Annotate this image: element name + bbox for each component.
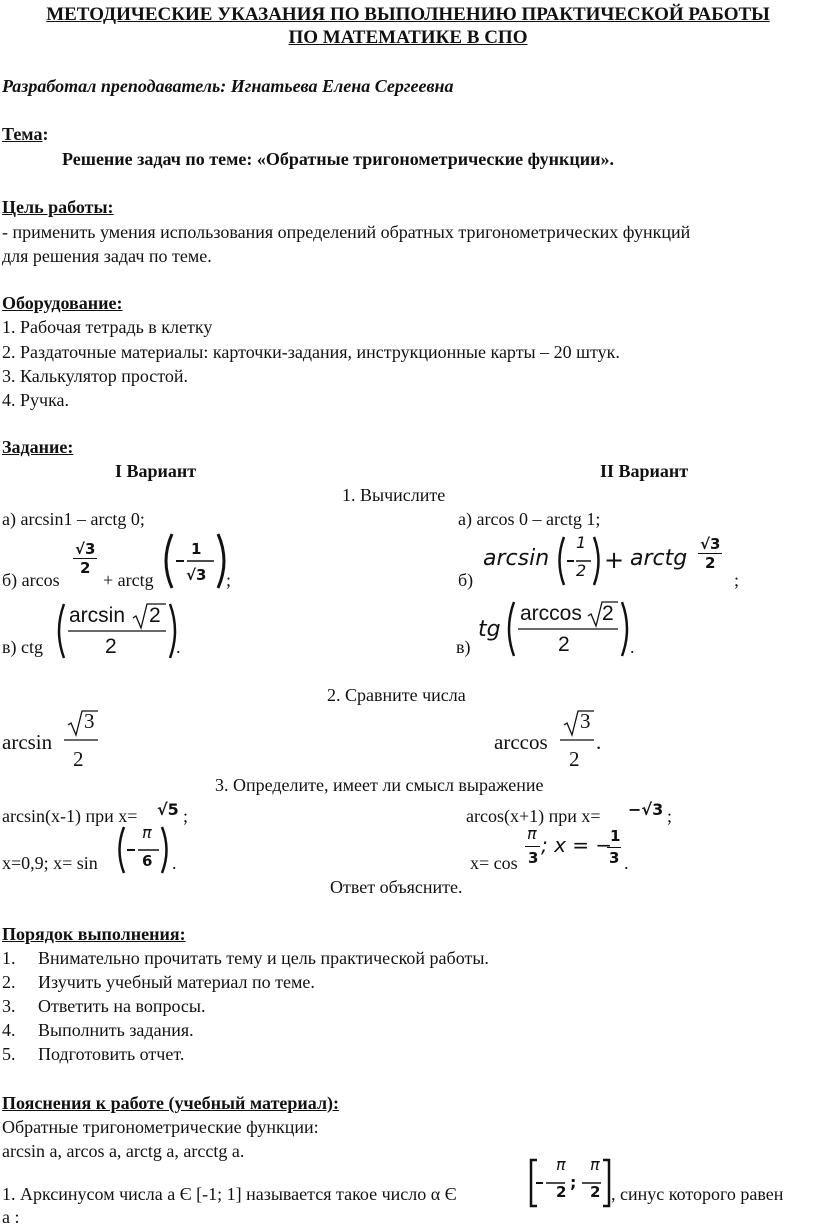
procedure-step: 2. Изучить учебный материал по теме. (2, 972, 315, 992)
q1a-right: а) arcos 0 – arctg 1; (458, 509, 601, 529)
explanation-line3-suffix: , синус которого равен (611, 1184, 784, 1204)
q1b-right-two: 2 (576, 561, 587, 580)
interval-semicolon: ; (570, 1173, 577, 1192)
q1a-left: а) arcsin1 – arctg 0; (2, 509, 145, 529)
q3-left1-end: ; (183, 806, 189, 826)
q3-right2-pi: π (527, 824, 537, 843)
q1v-right-two-top: 2 (602, 602, 614, 625)
q1b-right-arctg: arctg (630, 546, 688, 571)
equipment-item: 4. Ручка. (2, 390, 70, 410)
q3-left2-pi: π (142, 823, 152, 842)
q3-left1: arcsin(x-1) при x= (2, 806, 138, 826)
q2-left-fn: arcsin (2, 730, 53, 754)
q3-right2-xeq: ; x = − (541, 833, 613, 857)
interval-two-right: 2 (590, 1183, 601, 1201)
procedure-label: Порядок выполнения: (2, 924, 186, 944)
topic-text: Решение задач по теме: «Обратные тригонометрические функции». (62, 149, 615, 169)
q3-right2-three2: 3 (609, 849, 620, 867)
q1v-left-arcsin: arcsin (69, 604, 126, 627)
q3-left2-end: . (172, 853, 177, 873)
q2-right-two: 2 (569, 747, 580, 771)
equipment-item: 3. Калькулятор простой. (2, 366, 189, 386)
interval-two-left: 2 (556, 1183, 567, 1201)
task-label: Задание: (2, 437, 74, 457)
explanation-line2: arcsin a, arcos a, arctg a, arcctg a. (2, 1141, 245, 1161)
q3-left1-sqrt5: √5 (157, 800, 179, 819)
q1v-left-two-top: 2 (149, 604, 161, 627)
q2-left-two: 2 (73, 747, 84, 771)
q3-right1-val: −√3 (628, 800, 664, 819)
q2-right-fn: arccos (494, 730, 548, 754)
q3-right2-end: . (624, 853, 629, 873)
topic-label: Тема: (2, 124, 49, 144)
q3-right2-fracbar2 (607, 847, 621, 848)
q1v-left-prefix: в) ctg (2, 637, 43, 657)
doc-title-line1: МЕТОДИЧЕСКИЕ УКАЗАНИЯ ПО ВЫПОЛНЕНИЮ ПРАКТИЧЕСКОЙ РАБОТЫ (46, 4, 770, 25)
q3-right2-fracbar (525, 846, 540, 847)
q1b-right-prefix: б) (458, 570, 474, 590)
q1b-right-plus: + (604, 546, 625, 574)
q2-left-three: 3 (84, 709, 95, 733)
q1v-left-end: . (176, 637, 181, 657)
q1b-right-one: 1 (576, 533, 587, 552)
q3-right1-end: ; (667, 806, 673, 826)
q2-right-three: 3 (580, 709, 591, 733)
q1v-right-tg: tg (478, 617, 501, 642)
q2-right-end: . (596, 730, 602, 754)
q1-title: 1. Вычислите (342, 485, 446, 505)
author-line: Разработал преподаватель: Игнатьева Елена Сергеевна (2, 76, 454, 96)
explanation-label: Пояснения к работе (учебный материал): (2, 1093, 340, 1113)
q3-left2-six: 6 (142, 852, 153, 870)
procedure-step: 1. Внимательно прочитать тему и цель практической работы. (2, 948, 489, 968)
q1b-left-mid: + arctg (103, 570, 154, 590)
q1b-right-end: ; (734, 570, 740, 590)
procedure-step: 3. Ответить на вопросы. (2, 996, 206, 1016)
q3-left2: x=0,9; x= sin (2, 853, 98, 873)
q1v-left-two-bot: 2 (105, 635, 117, 658)
q1b-left-prefix: б) arcos (2, 570, 60, 590)
goal-line1: - применить умения использования определений обратных тригонометрических функций (2, 222, 691, 242)
q3-right2: x= cos (470, 853, 518, 873)
procedure-step: 5. Подготовить отчет. (2, 1044, 185, 1064)
variant2-label: II Вариант (600, 461, 689, 481)
q1v-right-end: . (630, 637, 635, 657)
goal-line2: для решения задач по теме. (2, 246, 212, 266)
q1v-right-arccos: arccos (520, 602, 582, 625)
q3-right1: arcos(x+1) при x= (466, 806, 601, 826)
explanation-line1: Обратные тригонометрические функции: (2, 1117, 319, 1137)
q1b-left-sqrt3: √3 (186, 566, 207, 584)
q1b-left-end: ; (226, 570, 232, 590)
interval-pi-right: π (590, 1155, 600, 1174)
equipment-item: 1. Рабочая тетрадь в клетку (2, 317, 213, 337)
q1b-left-one: 1 (191, 540, 202, 558)
q3-answer: Ответ объясните. (330, 877, 463, 897)
explanation-line3-prefix: 1. Арксинусом числа а Є [-1; 1] называется такое число α Є (2, 1184, 457, 1204)
procedure-step: 4. Выполнить задания. (2, 1020, 194, 1040)
q1b-left-frac1: √3 2 (75, 540, 96, 577)
q3-title: 3. Определите, имеет ли смысл выражение (215, 775, 544, 795)
q3-right2-three: 3 (528, 849, 539, 867)
explanation-line4: а : (2, 1207, 20, 1227)
q2-title: 2. Сравните числа (327, 685, 466, 705)
q1b-right-arcsin: arcsin (483, 546, 550, 571)
q1b-right-frac: √3 2 (700, 535, 721, 572)
equipment-item: 2. Раздаточные материалы: карточки-задания, инструкционные карты – 20 штук. (2, 342, 620, 362)
variant1-label: I Вариант (115, 461, 197, 481)
goal-label: Цель работы: (2, 197, 114, 217)
q1v-right-prefix: в) (456, 637, 471, 657)
doc-title-line2: ПО МАТЕМАТИКЕ В СПО (288, 27, 528, 48)
equipment-label: Оборудование: (2, 293, 123, 313)
q3-right2-one: 1 (610, 827, 621, 845)
interval-pi-left: π (556, 1155, 566, 1174)
q1v-right-two-bot: 2 (558, 633, 570, 656)
